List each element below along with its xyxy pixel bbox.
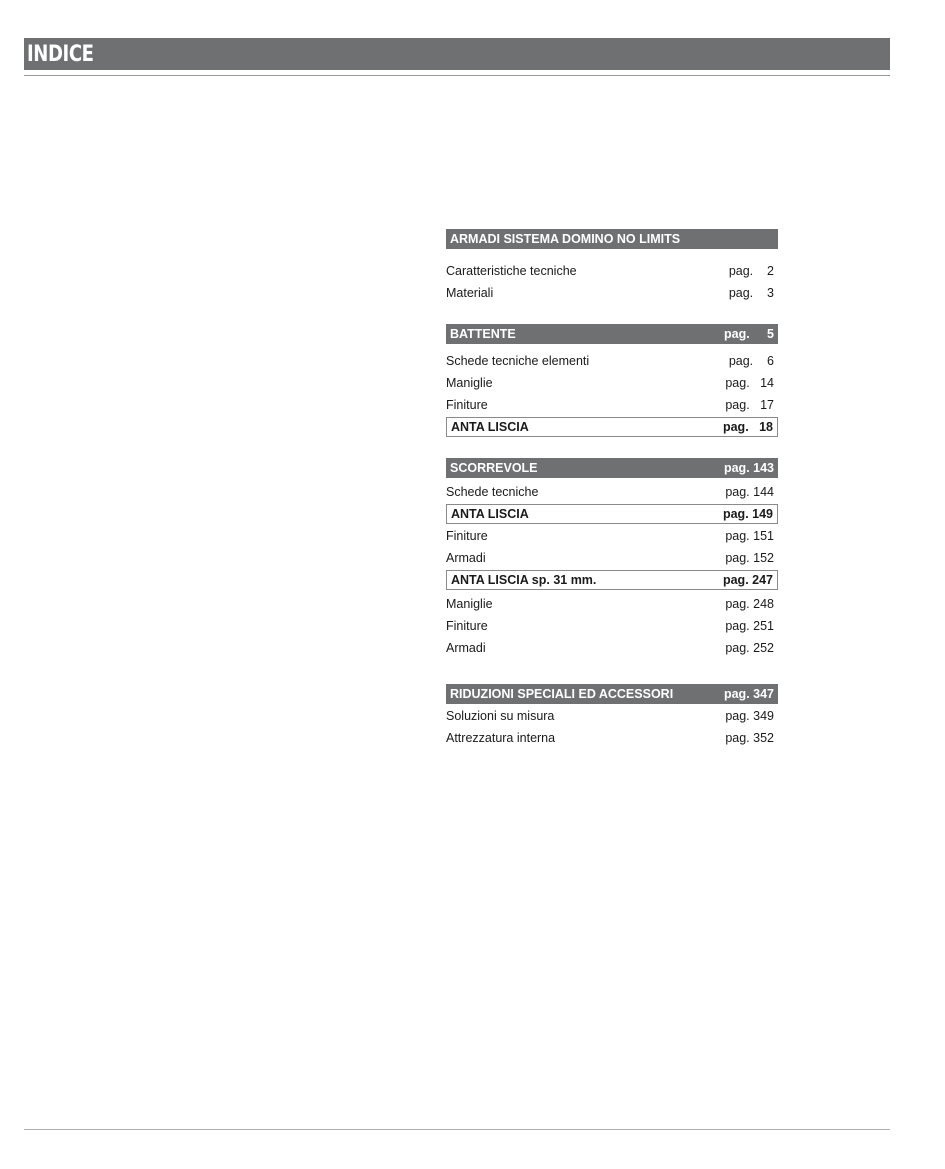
entry-label: ANTA LISCIA	[451, 507, 529, 521]
entry-page: pag. 17	[725, 398, 774, 412]
section-title: SCORREVOLE	[450, 461, 538, 475]
toc-entry-highlighted[interactable]	[446, 570, 778, 590]
entry-label: Schede tecniche elementi	[446, 354, 590, 368]
toc-entry[interactable]	[446, 593, 778, 615]
toc-entry[interactable]	[446, 282, 778, 304]
entry-label: Finiture	[446, 398, 488, 412]
section-title: RIDUZIONI SPECIALI ED ACCESSORI	[450, 687, 674, 701]
section-page: pag. 347	[723, 687, 774, 701]
entry-page: pag. 149	[722, 507, 773, 521]
section-page: pag. 5	[723, 327, 774, 341]
entry-page: pag. 14	[725, 376, 774, 390]
toc-entry[interactable]	[446, 727, 778, 749]
toc-entry[interactable]	[446, 637, 778, 659]
toc-entry[interactable]	[446, 260, 778, 282]
table-of-contents	[446, 229, 778, 749]
entry-label: Schede tecniche	[446, 485, 539, 499]
entry-label: Maniglie	[446, 376, 493, 390]
toc-entry[interactable]	[446, 705, 778, 727]
entry-label: Soluzioni su misura	[446, 709, 555, 723]
section-header-armadi	[446, 229, 778, 249]
entry-page: pag. 248	[725, 597, 774, 611]
toc-entry[interactable]	[446, 615, 778, 637]
section-title: ARMADI SISTEMA DOMINO NO LIMITS	[450, 232, 681, 246]
entry-label: Attrezzatura interna	[446, 731, 556, 745]
header-band	[24, 38, 890, 70]
entry-page: pag. 2	[728, 264, 774, 278]
header-divider	[24, 75, 890, 76]
entry-page: pag. 152	[725, 551, 774, 565]
entry-label: Materiali	[446, 286, 494, 300]
toc-entry[interactable]	[446, 481, 778, 503]
entry-page: pag. 18	[722, 420, 773, 434]
section-header-battente[interactable]	[446, 324, 778, 344]
entry-label: ANTA LISCIA	[451, 420, 529, 434]
toc-entry[interactable]	[446, 547, 778, 569]
entry-page: pag. 349	[725, 709, 774, 723]
toc-entry-highlighted[interactable]	[446, 417, 778, 437]
entry-page: pag. 144	[725, 485, 774, 499]
toc-entry[interactable]	[446, 372, 778, 394]
entry-page: pag. 251	[725, 619, 774, 633]
toc-entry[interactable]	[446, 394, 778, 416]
entry-page: pag. 352	[725, 731, 774, 745]
entry-page: pag. 151	[725, 529, 774, 543]
toc-entry-highlighted[interactable]	[446, 504, 778, 524]
entry-label: Finiture	[446, 529, 488, 543]
entry-label: Armadi	[446, 641, 486, 655]
entry-label: Maniglie	[446, 597, 493, 611]
entry-page: pag. 247	[722, 573, 773, 587]
section-header-riduzioni[interactable]	[446, 684, 778, 704]
entry-label: Caratteristiche tecniche	[446, 264, 577, 278]
entry-page: pag. 252	[725, 641, 774, 655]
section-title: BATTENTE	[450, 327, 516, 341]
entry-label: Armadi	[446, 551, 486, 565]
toc-entry[interactable]	[446, 350, 778, 372]
entry-page: pag. 6	[728, 354, 774, 368]
entry-label: Finiture	[446, 619, 488, 633]
footer-divider	[24, 1129, 890, 1130]
entry-page: pag. 3	[728, 286, 774, 300]
section-header-scorrevole[interactable]	[446, 458, 778, 478]
section-page: pag. 143	[723, 461, 774, 475]
entry-label: ANTA LISCIA sp. 31 mm.	[451, 573, 597, 587]
page-title: INDICE	[27, 42, 94, 67]
toc-entry[interactable]	[446, 525, 778, 547]
